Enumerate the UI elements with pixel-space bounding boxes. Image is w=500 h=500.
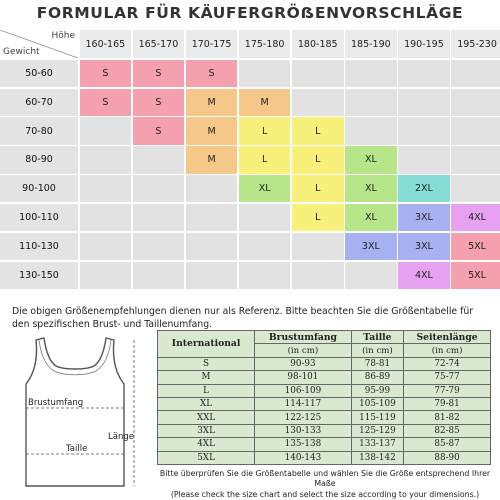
size-table-footer	[157, 469, 493, 500]
empty-cell	[398, 146, 450, 173]
empty-cell	[398, 89, 450, 116]
size-cell: S	[133, 60, 185, 87]
empty-cell	[398, 60, 450, 87]
height-column-header: 160-165	[80, 30, 132, 58]
weight-axis-label: Gewicht	[3, 47, 40, 57]
empty-cell	[292, 262, 344, 289]
empty-cell	[451, 60, 500, 87]
tank-top-illustration	[6, 336, 144, 492]
size-table-header-row	[158, 331, 491, 344]
height-column-header: 165-170	[133, 30, 185, 58]
size-cell: 3XL	[345, 233, 397, 260]
measurement-cell: 81-82	[404, 411, 491, 424]
table-row	[158, 371, 491, 384]
height-column-header: 175-180	[239, 30, 291, 58]
measurement-cell: 98-101	[255, 371, 352, 384]
weight-row-label: 100-110	[0, 204, 78, 231]
height-column-header: 180-185	[292, 30, 344, 58]
empty-cell	[80, 233, 132, 260]
size-cell: 2XL	[398, 175, 450, 202]
measurement-cell: 140-143	[255, 451, 352, 464]
size-cell: L	[292, 117, 344, 144]
size-table-header: Taille	[351, 331, 403, 344]
size-cell: L	[292, 175, 344, 202]
size-cell: S	[80, 60, 132, 87]
size-name-cell: S	[158, 357, 255, 370]
tank-top-icon	[6, 336, 144, 492]
empty-cell	[239, 262, 291, 289]
size-cell: M	[186, 89, 238, 116]
size-cell: M	[239, 89, 291, 116]
empty-cell	[239, 60, 291, 87]
empty-cell	[451, 117, 500, 144]
table-row	[158, 451, 491, 464]
page-title: FORMULAR FÜR KÄUFERGRÖẞENVORSCHLÄGE	[36, 4, 464, 22]
size-cell: XL	[239, 175, 291, 202]
empty-cell	[133, 204, 185, 231]
measurement-cell: 88-90	[404, 451, 491, 464]
height-column-header: 190-195	[398, 30, 450, 58]
size-cell: L	[239, 117, 291, 144]
empty-cell	[345, 89, 397, 116]
measurement-cell: 115-119	[351, 411, 403, 424]
size-cell: L	[292, 204, 344, 231]
table-row	[158, 384, 491, 397]
table-row	[158, 357, 491, 370]
size-name-cell: XL	[158, 397, 255, 410]
grid-corner	[0, 30, 78, 58]
size-cell: XL	[345, 146, 397, 173]
measurement-cell: 85-87	[404, 438, 491, 451]
measurement-cell: 82-85	[404, 424, 491, 437]
empty-cell	[345, 60, 397, 87]
empty-cell	[133, 233, 185, 260]
empty-cell	[292, 233, 344, 260]
empty-cell	[133, 175, 185, 202]
size-cell: L	[239, 146, 291, 173]
size-cell: 5XL	[451, 233, 500, 260]
empty-cell	[292, 89, 344, 116]
footer-line-en: (Please check the size chart and select the size according to your dimensions.)	[170, 489, 480, 499]
table-row	[158, 438, 491, 451]
size-table-unit: (in cm)	[255, 344, 352, 357]
height-axis-label: Höhe	[51, 31, 75, 41]
table-row	[158, 424, 491, 437]
size-cell: 3XL	[398, 233, 450, 260]
size-cell: S	[133, 89, 185, 116]
empty-cell	[133, 262, 185, 289]
size-cell: 3XL	[398, 204, 450, 231]
size-cell: S	[133, 117, 185, 144]
measurement-cell: 90-93	[255, 357, 352, 370]
footer-line-de: Bitte überprüfen Sie die Größentabelle und wählen Sie die Größe entsprechend Ihrer Maße	[159, 469, 491, 489]
table-row	[158, 397, 491, 410]
empty-cell	[186, 204, 238, 231]
measurement-cell: 72-74	[404, 357, 491, 370]
size-cell: S	[186, 60, 238, 87]
size-cell: L	[292, 146, 344, 173]
weight-row-label: 80-90	[0, 146, 78, 173]
weight-row-label: 60-70	[0, 89, 78, 116]
measurement-cell: 106-109	[255, 384, 352, 397]
size-cell: XL	[345, 204, 397, 231]
empty-cell	[80, 204, 132, 231]
weight-row-label: 50-60	[0, 60, 78, 87]
measurement-cell: 75-77	[404, 371, 491, 384]
weight-row-label: 90-100	[0, 175, 78, 202]
size-cell: M	[186, 117, 238, 144]
empty-cell	[292, 60, 344, 87]
empty-cell	[133, 146, 185, 173]
measurement-cell: 133-137	[351, 438, 403, 451]
measurement-cell: 86-89	[351, 371, 403, 384]
size-cell: 4XL	[398, 262, 450, 289]
empty-cell	[80, 146, 132, 173]
empty-cell	[80, 262, 132, 289]
measurement-cell: 135-138	[255, 438, 352, 451]
empty-cell	[186, 233, 238, 260]
empty-cell	[451, 175, 500, 202]
empty-cell	[345, 262, 397, 289]
size-cell: 4XL	[451, 204, 500, 231]
table-row	[158, 411, 491, 424]
weight-row-label: 110-130	[0, 233, 78, 260]
measurement-cell: 105-109	[351, 397, 403, 410]
height-column-header: 170-175	[186, 30, 238, 58]
size-table-unit: (in cm)	[404, 344, 491, 357]
size-cell: 5XL	[451, 262, 500, 289]
size-table-header: Brustumfang	[255, 331, 352, 344]
size-cell: S	[80, 89, 132, 116]
size-table-header: International	[158, 331, 255, 358]
measurement-cell: 130-133	[255, 424, 352, 437]
empty-cell	[345, 117, 397, 144]
empty-cell	[80, 175, 132, 202]
empty-cell	[186, 175, 238, 202]
measurement-cell: 77-79	[404, 384, 491, 397]
measurement-cell: 79-81	[404, 397, 491, 410]
empty-cell	[398, 117, 450, 144]
measurement-cell: 125-129	[351, 424, 403, 437]
size-name-cell: M	[158, 371, 255, 384]
weight-row-label: 130-150	[0, 262, 78, 289]
waist-label: Taille	[66, 444, 88, 454]
size-name-cell: L	[158, 384, 255, 397]
size-name-cell: 5XL	[158, 451, 255, 464]
measurement-cell: 122-125	[255, 411, 352, 424]
size-cell: XL	[345, 175, 397, 202]
length-label: Länge	[108, 432, 134, 442]
empty-cell	[239, 204, 291, 231]
empty-cell	[186, 262, 238, 289]
measurement-cell: 78-81	[351, 357, 403, 370]
size-name-cell: 4XL	[158, 438, 255, 451]
empty-cell	[451, 89, 500, 116]
size-table-header: Seitenlänge	[404, 331, 491, 344]
empty-cell	[239, 233, 291, 260]
empty-cell	[80, 117, 132, 144]
measurement-cell: 138-142	[351, 451, 403, 464]
measurement-cell: 114-117	[255, 397, 352, 410]
weight-row-label: 70-80	[0, 117, 78, 144]
measurement-cell: 95-99	[351, 384, 403, 397]
size-name-cell: XXL	[158, 411, 255, 424]
size-cell: M	[186, 146, 238, 173]
size-table-unit: (in cm)	[351, 344, 403, 357]
empty-cell	[451, 146, 500, 173]
chest-label: Brustumfang	[28, 398, 84, 408]
height-column-header: 185-190	[345, 30, 397, 58]
reference-note: Die obigen Größenempfehlungen dienen nur als Referenz. Bitte beachten Sie die Größentabelle für den spezifischen Brust- und Taillenumfang.	[12, 306, 474, 330]
height-column-header: 195-230	[451, 30, 500, 58]
size-table	[157, 330, 491, 465]
size-name-cell: 3XL	[158, 424, 255, 437]
